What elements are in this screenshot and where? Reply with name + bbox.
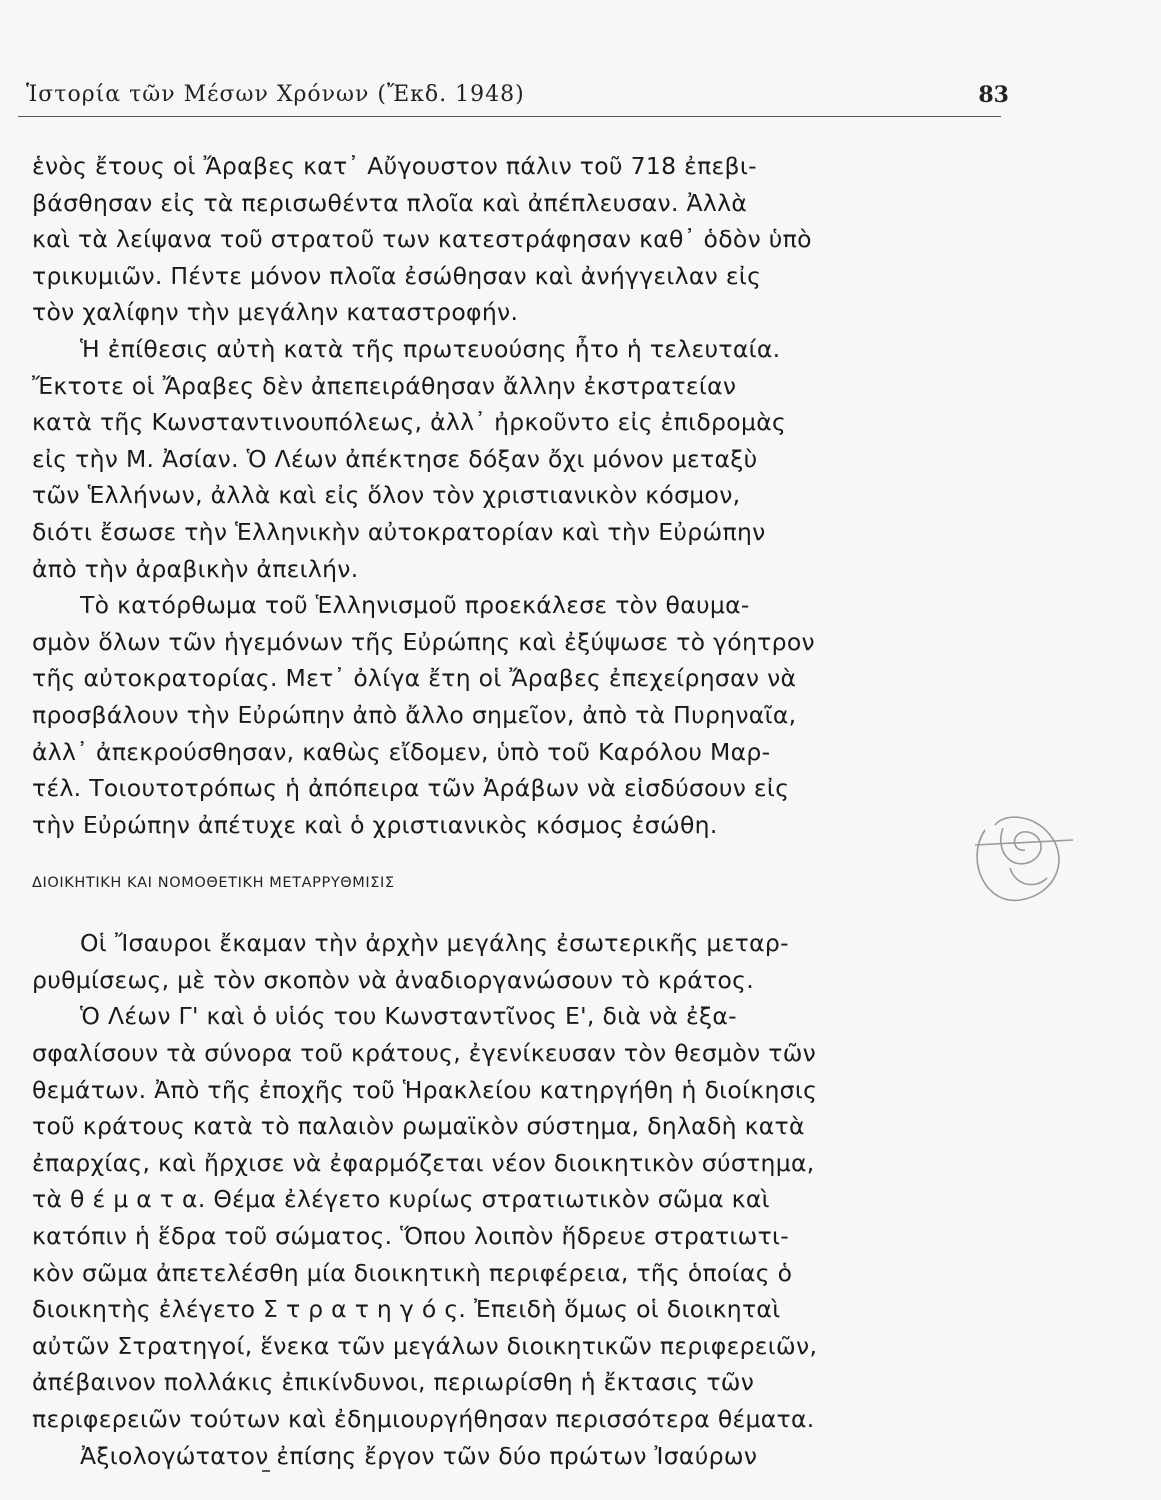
text-line: ἀπὸ τὴν ἀραβικὴν ἀπειλήν. <box>32 554 359 583</box>
library-stamp-mark <box>955 790 1085 920</box>
text-line: κατὰ τῆς Κωνσταντινουπόλεως, ἀλλ᾽ ἠρκοῦντο εἰς ἐπιδρομὰς <box>32 408 787 437</box>
text-line: Ἀξιολογώτατον ἐπίσης ἔργον τῶν δύο πρώτων Ἰσαύρων <box>80 1441 758 1470</box>
text-line: σμὸν ὅλων τῶν ἡγεμόνων τῆς Εὐρώπης καὶ ἐξύψωσε τὸ γόητρον <box>32 627 815 656</box>
text-line: Οἱ Ἴσαυροι ἔκαμαν τὴν ἀρχὴν μεγάλης ἐσωτερικῆς μεταρ- <box>80 929 789 958</box>
text-line: καὶ τὰ λείψανα τοῦ στρατοῦ των κατεστράφησαν καθ᾽ ὁδὸν ὑπὸ <box>32 225 812 254</box>
text-line: τρικυμιῶν. Πέντε μόνον πλοῖα ἐσώθησαν καὶ ἀνήγγειλαν εἰς <box>32 261 762 290</box>
text-line: Τὸ κατόρθωμα τοῦ Ἑλληνισμοῦ προεκάλεσε τὸν θαυμα- <box>80 591 750 620</box>
text-line: βάσθησαν εἰς τὰ περισωθέντα πλοῖα καὶ ἀπέπλευσαν. Ἀλλὰ <box>32 188 748 217</box>
text-line: τὴν Εὐρώπην ἀπέτυχε καὶ ὁ χριστιανικὸς κόσμος ἐσώθη. <box>32 810 718 839</box>
text-line: ρυθμίσεως, μὲ τὸν σκοπὸν νὰ ἀναδιοργανώσουν τὸ κράτος. <box>32 965 755 994</box>
text-line: προσβάλουν τὴν Εὐρώπην ἀπὸ ἄλλο σημεῖον, ἀπὸ τὰ Πυρηναῖα, <box>32 700 797 729</box>
text-line: εἰς τὴν Μ. Ἀσίαν. Ὁ Λέων ἀπέκτησε δόξαν ὄχι μόνον μεταξὺ <box>32 444 758 473</box>
text-line: κὸν σῶμα ἀπετελέσθη μία διοικητικὴ περιφέρεια, τῆς ὁποίας ὁ <box>32 1258 793 1287</box>
text-line: τὸν χαλίφην τὴν μεγάλην καταστροφήν. <box>32 298 519 327</box>
text-line: αὐτῶν Στρατηγοί, ἕνεκα τῶν μεγάλων διοικητικῶν περιφερειῶν, <box>32 1331 818 1360</box>
text-line: περιφερειῶν τούτων καὶ ἐδημιουργήθησαν περισσότερα θέματα. <box>32 1405 815 1433</box>
text-line: Ἔκτοτε οἱ Ἄραβες δὲν ἀπεπειράθησαν ἄλλην ἐκστρατείαν <box>32 371 737 400</box>
section-heading: ΔΙΟΙΚΗΤΙΚΗ ΚΑΙ ΝΟΜΟΘΕΤΙΚΗ ΜΕΤΑΡΡΥΘΜΙΣΙΣ <box>32 875 395 892</box>
book-title: Ἱστορία τῶν Μέσων Χρόνων (Ἔκδ. 1948) <box>26 82 525 107</box>
page-number: 83 <box>978 82 1009 108</box>
text-line: τέλ. Τοιουτοτρόπως ἡ ἀπόπειρα τῶν Ἀράβων νὰ εἰσδύσουν εἰς <box>32 774 790 803</box>
text-line: ἀπέβαινον πολλάκις ἐπικίνδυνοι, περιωρίσθη ἡ ἔκτασις τῶν <box>32 1368 755 1397</box>
text-line: διότι ἔσωσε τὴν Ἑλληνικὴν αὐτοκρατορίαν καὶ τὴν Εὐρώπην <box>32 517 766 546</box>
text-line: σφαλίσουν τὰ σύνορα τοῦ κράτους, ἐγενίκευσαν τὸν θεσμὸν τῶν <box>32 1039 817 1068</box>
text-line: Ὁ Λέων Γ' καὶ ὁ υἱός του Κωνσταντῖνος Ε', διὰ νὰ ἐξα- <box>80 1002 737 1031</box>
running-header <box>18 78 1009 117</box>
text-line: τοῦ κράτους κατὰ τὸ παλαιὸν ρωμαϊκὸν σύστημα, δηλαδὴ κατὰ <box>32 1112 805 1141</box>
text-line: τὰ θ έ μ α τ α. Θέμα ἐλέγετο κυρίως στρατιωτικὸν σῶμα καὶ <box>32 1185 770 1214</box>
page-mark <box>262 1470 270 1472</box>
text-line: Ἡ ἐπίθεσις αὐτὴ κατὰ τῆς πρωτευούσης ἦτο ἡ τελευταία. <box>80 334 781 363</box>
text-line: ἀλλ᾽ ἀπεκρούσθησαν, καθὼς εἴδομεν, ὑπὸ τοῦ Καρόλου Μαρ- <box>32 737 771 766</box>
page-body <box>32 148 990 1474</box>
text-line: ἑνὸς ἔτους οἱ Ἄραβες κατ᾽ Αὔγουστον πάλιν τοῦ 718 ἐπεβι- <box>32 152 757 180</box>
text-line: τῶν Ἑλλήνων, ἀλλὰ καὶ εἰς ὅλον τὸν χριστιανικὸν κόσμον, <box>32 481 741 510</box>
text-line: κατόπιν ἡ ἕδρα τοῦ σώματος. Ὅπου λοιπὸν ἥδρευε στρατιωτι- <box>32 1222 790 1251</box>
text-line: ἐπαρχίας, καὶ ἤρχισε νὰ ἐφαρμόζεται νέον διοικητικὸν σύστημα, <box>32 1148 815 1177</box>
text-line: διοικητὴς ἐλέγετο Σ τ ρ α τ η γ ό ς. Ἐπειδὴ ὅμως οἱ διοικηταὶ <box>32 1295 781 1324</box>
text-line: θεμάτων. Ἀπὸ τῆς ἐποχῆς τοῦ Ἡρακλείου κατηργήθη ἡ διοίκησις <box>32 1075 818 1104</box>
text-line: τῆς αὐτοκρατορίας. Μετ᾽ ὀλίγα ἔτη οἱ Ἄραβες ἐπεχείρησαν νὰ <box>32 664 797 693</box>
